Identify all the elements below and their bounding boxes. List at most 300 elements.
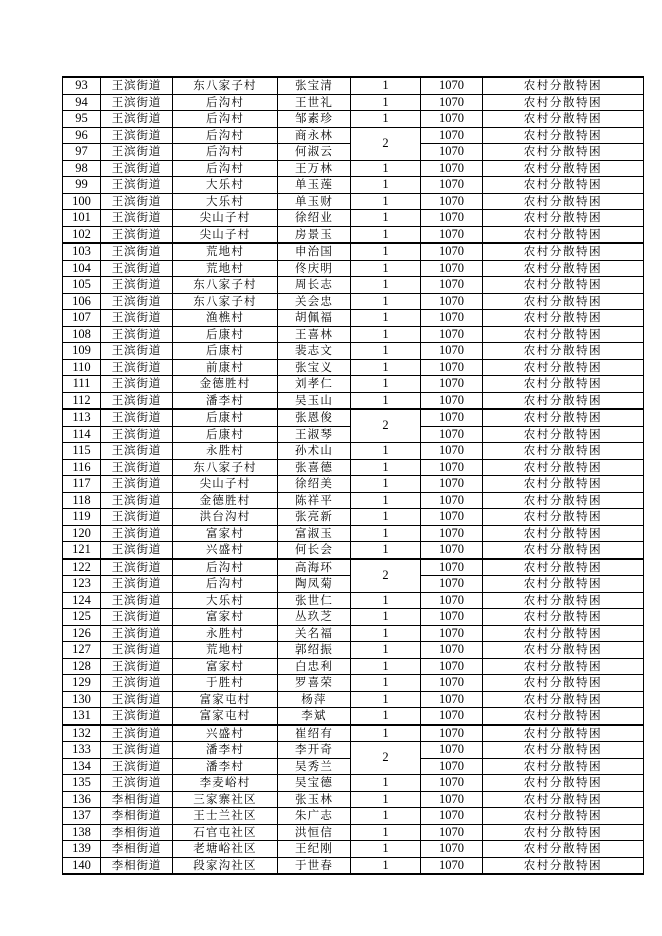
- count-cell: 2: [351, 409, 421, 443]
- row-index-cell: 105: [63, 277, 101, 294]
- category-cell: 农村分散特困: [483, 559, 644, 576]
- name-cell: 王淑琴: [278, 426, 351, 443]
- village-cell: 兴盛村: [173, 542, 278, 559]
- name-cell: 陈祥平: [278, 492, 351, 509]
- street-cell: 王滨街道: [101, 392, 173, 409]
- village-cell: 后沟村: [173, 559, 278, 576]
- category-cell: 农村分散特困: [483, 359, 644, 376]
- amount-cell: 1070: [421, 691, 483, 708]
- street-cell: 王滨街道: [101, 277, 173, 294]
- table-row: [63, 492, 644, 509]
- count-cell: 1: [351, 94, 421, 111]
- row-index-cell: 125: [63, 609, 101, 626]
- row-index-cell: 114: [63, 426, 101, 443]
- row-index-cell: 122: [63, 559, 101, 576]
- row-index-cell: 109: [63, 343, 101, 360]
- name-cell: 王万林: [278, 160, 351, 177]
- count-cell: 1: [351, 625, 421, 642]
- count-cell: 1: [351, 243, 421, 260]
- category-cell: 农村分散特困: [483, 824, 644, 841]
- name-cell: 佟庆明: [278, 260, 351, 277]
- name-cell: 张世仁: [278, 592, 351, 609]
- row-index-cell: 130: [63, 691, 101, 708]
- village-cell: 王士兰社区: [173, 808, 278, 825]
- row-index-cell: 119: [63, 509, 101, 526]
- street-cell: 王滨街道: [101, 359, 173, 376]
- row-index-cell: 124: [63, 592, 101, 609]
- row-index-cell: 100: [63, 193, 101, 210]
- amount-cell: 1070: [421, 459, 483, 476]
- count-cell: 1: [351, 210, 421, 227]
- table-row: [63, 94, 644, 111]
- name-cell: 申治国: [278, 243, 351, 260]
- name-cell: 周长志: [278, 277, 351, 294]
- category-cell: 农村分散特困: [483, 193, 644, 210]
- count-cell: 1: [351, 459, 421, 476]
- village-cell: 富家村: [173, 609, 278, 626]
- street-cell: 王滨街道: [101, 94, 173, 111]
- table-row: [63, 459, 644, 476]
- row-index-cell: 133: [63, 742, 101, 759]
- table-row: [63, 824, 644, 841]
- count-cell: 1: [351, 326, 421, 343]
- count-cell: 1: [351, 260, 421, 277]
- category-cell: 农村分散特困: [483, 343, 644, 360]
- street-cell: 王滨街道: [101, 576, 173, 593]
- row-index-cell: 120: [63, 525, 101, 542]
- street-cell: 王滨街道: [101, 476, 173, 493]
- amount-cell: 1070: [421, 675, 483, 692]
- street-cell: 王滨街道: [101, 260, 173, 277]
- category-cell: 农村分散特困: [483, 277, 644, 294]
- row-index-cell: 115: [63, 443, 101, 460]
- row-index-cell: 137: [63, 808, 101, 825]
- count-cell: 1: [351, 791, 421, 808]
- table-row: [63, 177, 644, 194]
- village-cell: 大乐村: [173, 177, 278, 194]
- village-cell: 段家沟社区: [173, 857, 278, 874]
- category-cell: 农村分散特困: [483, 775, 644, 792]
- category-cell: 农村分散特困: [483, 293, 644, 310]
- table-row: [63, 359, 644, 376]
- name-cell: 王纪刚: [278, 841, 351, 858]
- amount-cell: 1070: [421, 193, 483, 210]
- name-cell: 邹素珍: [278, 111, 351, 128]
- row-index-cell: 94: [63, 94, 101, 111]
- category-cell: 农村分散特困: [483, 609, 644, 626]
- category-cell: 农村分散特困: [483, 426, 644, 443]
- street-cell: 王滨街道: [101, 675, 173, 692]
- table-row: [63, 658, 644, 675]
- category-cell: 农村分散特困: [483, 742, 644, 759]
- category-cell: 农村分散特困: [483, 77, 644, 94]
- row-index-cell: 99: [63, 177, 101, 194]
- street-cell: 王滨街道: [101, 376, 173, 393]
- name-cell: 张恩俊: [278, 409, 351, 426]
- street-cell: 王滨街道: [101, 111, 173, 128]
- category-cell: 农村分散特困: [483, 260, 644, 277]
- amount-cell: 1070: [421, 758, 483, 775]
- row-index-cell: 110: [63, 359, 101, 376]
- street-cell: 王滨街道: [101, 609, 173, 626]
- category-cell: 农村分散特困: [483, 443, 644, 460]
- name-cell: 孙术山: [278, 443, 351, 460]
- count-cell: 1: [351, 177, 421, 194]
- table-row: [63, 293, 644, 310]
- name-cell: 关名福: [278, 625, 351, 642]
- village-cell: 东八家子村: [173, 277, 278, 294]
- name-cell: 白忠利: [278, 658, 351, 675]
- name-cell: 高海环: [278, 559, 351, 576]
- row-index-cell: 121: [63, 542, 101, 559]
- name-cell: 杨萍: [278, 691, 351, 708]
- row-index-cell: 93: [63, 77, 101, 94]
- village-cell: 荒地村: [173, 260, 278, 277]
- name-cell: 陶凤菊: [278, 576, 351, 593]
- name-cell: 吴玉山: [278, 392, 351, 409]
- count-cell: 1: [351, 376, 421, 393]
- table-body: [63, 77, 644, 874]
- name-cell: 王世礼: [278, 94, 351, 111]
- table-row: [63, 77, 644, 94]
- row-index-cell: 131: [63, 708, 101, 725]
- table-row: [63, 642, 644, 659]
- street-cell: 王滨街道: [101, 725, 173, 742]
- row-index-cell: 135: [63, 775, 101, 792]
- table-row: [63, 691, 644, 708]
- category-cell: 农村分散特困: [483, 758, 644, 775]
- village-cell: 后康村: [173, 343, 278, 360]
- name-cell: 胡佩福: [278, 310, 351, 327]
- amount-cell: 1070: [421, 376, 483, 393]
- count-cell: 1: [351, 77, 421, 94]
- amount-cell: 1070: [421, 559, 483, 576]
- count-cell: 1: [351, 226, 421, 243]
- name-cell: 徐绍业: [278, 210, 351, 227]
- street-cell: 王滨街道: [101, 226, 173, 243]
- category-cell: 农村分散特困: [483, 725, 644, 742]
- row-index-cell: 112: [63, 392, 101, 409]
- count-cell: 1: [351, 111, 421, 128]
- amount-cell: 1070: [421, 359, 483, 376]
- amount-cell: 1070: [421, 127, 483, 144]
- category-cell: 农村分散特困: [483, 691, 644, 708]
- village-cell: 东八家子村: [173, 293, 278, 310]
- name-cell: 王喜林: [278, 326, 351, 343]
- category-cell: 农村分散特困: [483, 409, 644, 426]
- street-cell: 王滨街道: [101, 559, 173, 576]
- name-cell: 房景玉: [278, 226, 351, 243]
- name-cell: 张宝义: [278, 359, 351, 376]
- street-cell: 王滨街道: [101, 409, 173, 426]
- row-index-cell: 134: [63, 758, 101, 775]
- street-cell: 王滨街道: [101, 193, 173, 210]
- row-index-cell: 132: [63, 725, 101, 742]
- village-cell: 尖山子村: [173, 210, 278, 227]
- table-row: [63, 742, 644, 759]
- name-cell: 张亮新: [278, 509, 351, 526]
- village-cell: 永胜村: [173, 625, 278, 642]
- table-row: [63, 559, 644, 576]
- table-row: [63, 443, 644, 460]
- category-cell: 农村分散特困: [483, 210, 644, 227]
- count-cell: 1: [351, 609, 421, 626]
- table-row: [63, 808, 644, 825]
- amount-cell: 1070: [421, 177, 483, 194]
- village-cell: 三家寨社区: [173, 791, 278, 808]
- category-cell: 农村分散特困: [483, 492, 644, 509]
- count-cell: 1: [351, 642, 421, 659]
- village-cell: 后沟村: [173, 94, 278, 111]
- amount-cell: 1070: [421, 525, 483, 542]
- category-cell: 农村分散特困: [483, 791, 644, 808]
- count-cell: 1: [351, 708, 421, 725]
- village-cell: 石官屯社区: [173, 824, 278, 841]
- row-index-cell: 97: [63, 144, 101, 161]
- village-cell: 东八家子村: [173, 459, 278, 476]
- count-cell: 1: [351, 824, 421, 841]
- row-index-cell: 101: [63, 210, 101, 227]
- count-cell: 1: [351, 160, 421, 177]
- village-cell: 后康村: [173, 326, 278, 343]
- count-cell: 1: [351, 359, 421, 376]
- name-cell: 洪恒信: [278, 824, 351, 841]
- street-cell: 王滨街道: [101, 326, 173, 343]
- table-row: [63, 725, 644, 742]
- row-index-cell: 108: [63, 326, 101, 343]
- village-cell: 后沟村: [173, 160, 278, 177]
- village-cell: 潘李村: [173, 758, 278, 775]
- street-cell: 李相街道: [101, 841, 173, 858]
- table-row: [63, 509, 644, 526]
- category-cell: 农村分散特困: [483, 160, 644, 177]
- street-cell: 王滨街道: [101, 459, 173, 476]
- street-cell: 李相街道: [101, 824, 173, 841]
- category-cell: 农村分散特困: [483, 525, 644, 542]
- category-cell: 农村分散特困: [483, 808, 644, 825]
- street-cell: 王滨街道: [101, 742, 173, 759]
- amount-cell: 1070: [421, 343, 483, 360]
- count-cell: 1: [351, 857, 421, 874]
- name-cell: 吴秀兰: [278, 758, 351, 775]
- row-index-cell: 104: [63, 260, 101, 277]
- street-cell: 王滨街道: [101, 492, 173, 509]
- amount-cell: 1070: [421, 326, 483, 343]
- amount-cell: 1070: [421, 226, 483, 243]
- table-row: [63, 525, 644, 542]
- name-cell: 何淑云: [278, 144, 351, 161]
- table-row: [63, 343, 644, 360]
- street-cell: 王滨街道: [101, 691, 173, 708]
- table-row: [63, 609, 644, 626]
- count-cell: 1: [351, 775, 421, 792]
- amount-cell: 1070: [421, 111, 483, 128]
- count-cell: 1: [351, 343, 421, 360]
- village-cell: 东八家子村: [173, 77, 278, 94]
- village-cell: 后沟村: [173, 127, 278, 144]
- street-cell: 王滨街道: [101, 708, 173, 725]
- row-index-cell: 138: [63, 824, 101, 841]
- village-cell: 大乐村: [173, 193, 278, 210]
- street-cell: 王滨街道: [101, 127, 173, 144]
- table-row: [63, 392, 644, 409]
- name-cell: 丛玖芝: [278, 609, 351, 626]
- amount-cell: 1070: [421, 775, 483, 792]
- amount-cell: 1070: [421, 443, 483, 460]
- row-index-cell: 118: [63, 492, 101, 509]
- row-index-cell: 128: [63, 658, 101, 675]
- row-index-cell: 127: [63, 642, 101, 659]
- street-cell: 王滨街道: [101, 592, 173, 609]
- street-cell: 李相街道: [101, 791, 173, 808]
- category-cell: 农村分散特困: [483, 625, 644, 642]
- amount-cell: 1070: [421, 160, 483, 177]
- table-row: [63, 791, 644, 808]
- amount-cell: 1070: [421, 476, 483, 493]
- count-cell: 1: [351, 841, 421, 858]
- street-cell: 王滨街道: [101, 243, 173, 260]
- count-cell: 1: [351, 675, 421, 692]
- row-index-cell: 95: [63, 111, 101, 128]
- village-cell: 渔樵村: [173, 310, 278, 327]
- name-cell: 刘孝仁: [278, 376, 351, 393]
- table-row: [63, 226, 644, 243]
- street-cell: 李相街道: [101, 857, 173, 874]
- row-index-cell: 136: [63, 791, 101, 808]
- table-row: [63, 476, 644, 493]
- village-cell: 潘李村: [173, 742, 278, 759]
- village-cell: 荒地村: [173, 642, 278, 659]
- village-cell: 后康村: [173, 426, 278, 443]
- category-cell: 农村分散特困: [483, 226, 644, 243]
- amount-cell: 1070: [421, 791, 483, 808]
- table-row: [63, 326, 644, 343]
- count-cell: 1: [351, 277, 421, 294]
- amount-cell: 1070: [421, 293, 483, 310]
- row-index-cell: 126: [63, 625, 101, 642]
- amount-cell: 1070: [421, 260, 483, 277]
- table-row: [63, 409, 644, 426]
- category-cell: 农村分散特困: [483, 675, 644, 692]
- village-cell: 尖山子村: [173, 226, 278, 243]
- amount-cell: 1070: [421, 742, 483, 759]
- village-cell: 兴盛村: [173, 725, 278, 742]
- amount-cell: 1070: [421, 808, 483, 825]
- name-cell: 富淑玉: [278, 525, 351, 542]
- name-cell: 吴宝德: [278, 775, 351, 792]
- row-index-cell: 106: [63, 293, 101, 310]
- row-index-cell: 140: [63, 857, 101, 874]
- street-cell: 王滨街道: [101, 160, 173, 177]
- street-cell: 王滨街道: [101, 177, 173, 194]
- amount-cell: 1070: [421, 542, 483, 559]
- amount-cell: 1070: [421, 492, 483, 509]
- amount-cell: 1070: [421, 708, 483, 725]
- row-index-cell: 107: [63, 310, 101, 327]
- row-index-cell: 129: [63, 675, 101, 692]
- village-cell: 富家村: [173, 525, 278, 542]
- amount-cell: 1070: [421, 277, 483, 294]
- street-cell: 王滨街道: [101, 642, 173, 659]
- table-row: [63, 592, 644, 609]
- row-index-cell: 96: [63, 127, 101, 144]
- village-cell: 富家村: [173, 658, 278, 675]
- category-cell: 农村分散特困: [483, 642, 644, 659]
- category-cell: 农村分散特困: [483, 310, 644, 327]
- street-cell: 王滨街道: [101, 525, 173, 542]
- village-cell: 于胜村: [173, 675, 278, 692]
- category-cell: 农村分散特困: [483, 841, 644, 858]
- row-index-cell: 139: [63, 841, 101, 858]
- count-cell: 1: [351, 691, 421, 708]
- amount-cell: 1070: [421, 725, 483, 742]
- table-row: [63, 708, 644, 725]
- table-row: [63, 260, 644, 277]
- category-cell: 农村分散特困: [483, 542, 644, 559]
- village-cell: 后沟村: [173, 576, 278, 593]
- name-cell: 商永林: [278, 127, 351, 144]
- category-cell: 农村分散特困: [483, 476, 644, 493]
- street-cell: 王滨街道: [101, 509, 173, 526]
- subsidy-recipients-table: [62, 76, 644, 875]
- table-row: [63, 243, 644, 260]
- amount-cell: 1070: [421, 625, 483, 642]
- street-cell: 王滨街道: [101, 310, 173, 327]
- count-cell: 1: [351, 658, 421, 675]
- table-row: [63, 775, 644, 792]
- table-row: [63, 376, 644, 393]
- count-cell: 1: [351, 808, 421, 825]
- village-cell: 大乐村: [173, 592, 278, 609]
- street-cell: 王滨街道: [101, 210, 173, 227]
- count-cell: 1: [351, 725, 421, 742]
- category-cell: 农村分散特困: [483, 127, 644, 144]
- table-row: [63, 625, 644, 642]
- name-cell: 裴志文: [278, 343, 351, 360]
- street-cell: 王滨街道: [101, 443, 173, 460]
- name-cell: 朱广志: [278, 808, 351, 825]
- table-row: [63, 857, 644, 874]
- village-cell: 富家屯村: [173, 708, 278, 725]
- name-cell: 郭绍振: [278, 642, 351, 659]
- name-cell: 张喜德: [278, 459, 351, 476]
- village-cell: 后沟村: [173, 144, 278, 161]
- count-cell: 1: [351, 293, 421, 310]
- count-cell: 1: [351, 542, 421, 559]
- category-cell: 农村分散特困: [483, 111, 644, 128]
- count-cell: 1: [351, 310, 421, 327]
- amount-cell: 1070: [421, 426, 483, 443]
- amount-cell: 1070: [421, 658, 483, 675]
- street-cell: 王滨街道: [101, 343, 173, 360]
- table-row: [63, 542, 644, 559]
- category-cell: 农村分散特困: [483, 857, 644, 874]
- street-cell: 王滨街道: [101, 144, 173, 161]
- amount-cell: 1070: [421, 642, 483, 659]
- name-cell: 单玉财: [278, 193, 351, 210]
- count-cell: 1: [351, 392, 421, 409]
- table-row: [63, 675, 644, 692]
- table-row: [63, 277, 644, 294]
- name-cell: 徐绍美: [278, 476, 351, 493]
- count-cell: 1: [351, 476, 421, 493]
- village-cell: 金德胜村: [173, 376, 278, 393]
- name-cell: 崔绍有: [278, 725, 351, 742]
- table-row: [63, 111, 644, 128]
- street-cell: 王滨街道: [101, 775, 173, 792]
- amount-cell: 1070: [421, 392, 483, 409]
- table-row: [63, 210, 644, 227]
